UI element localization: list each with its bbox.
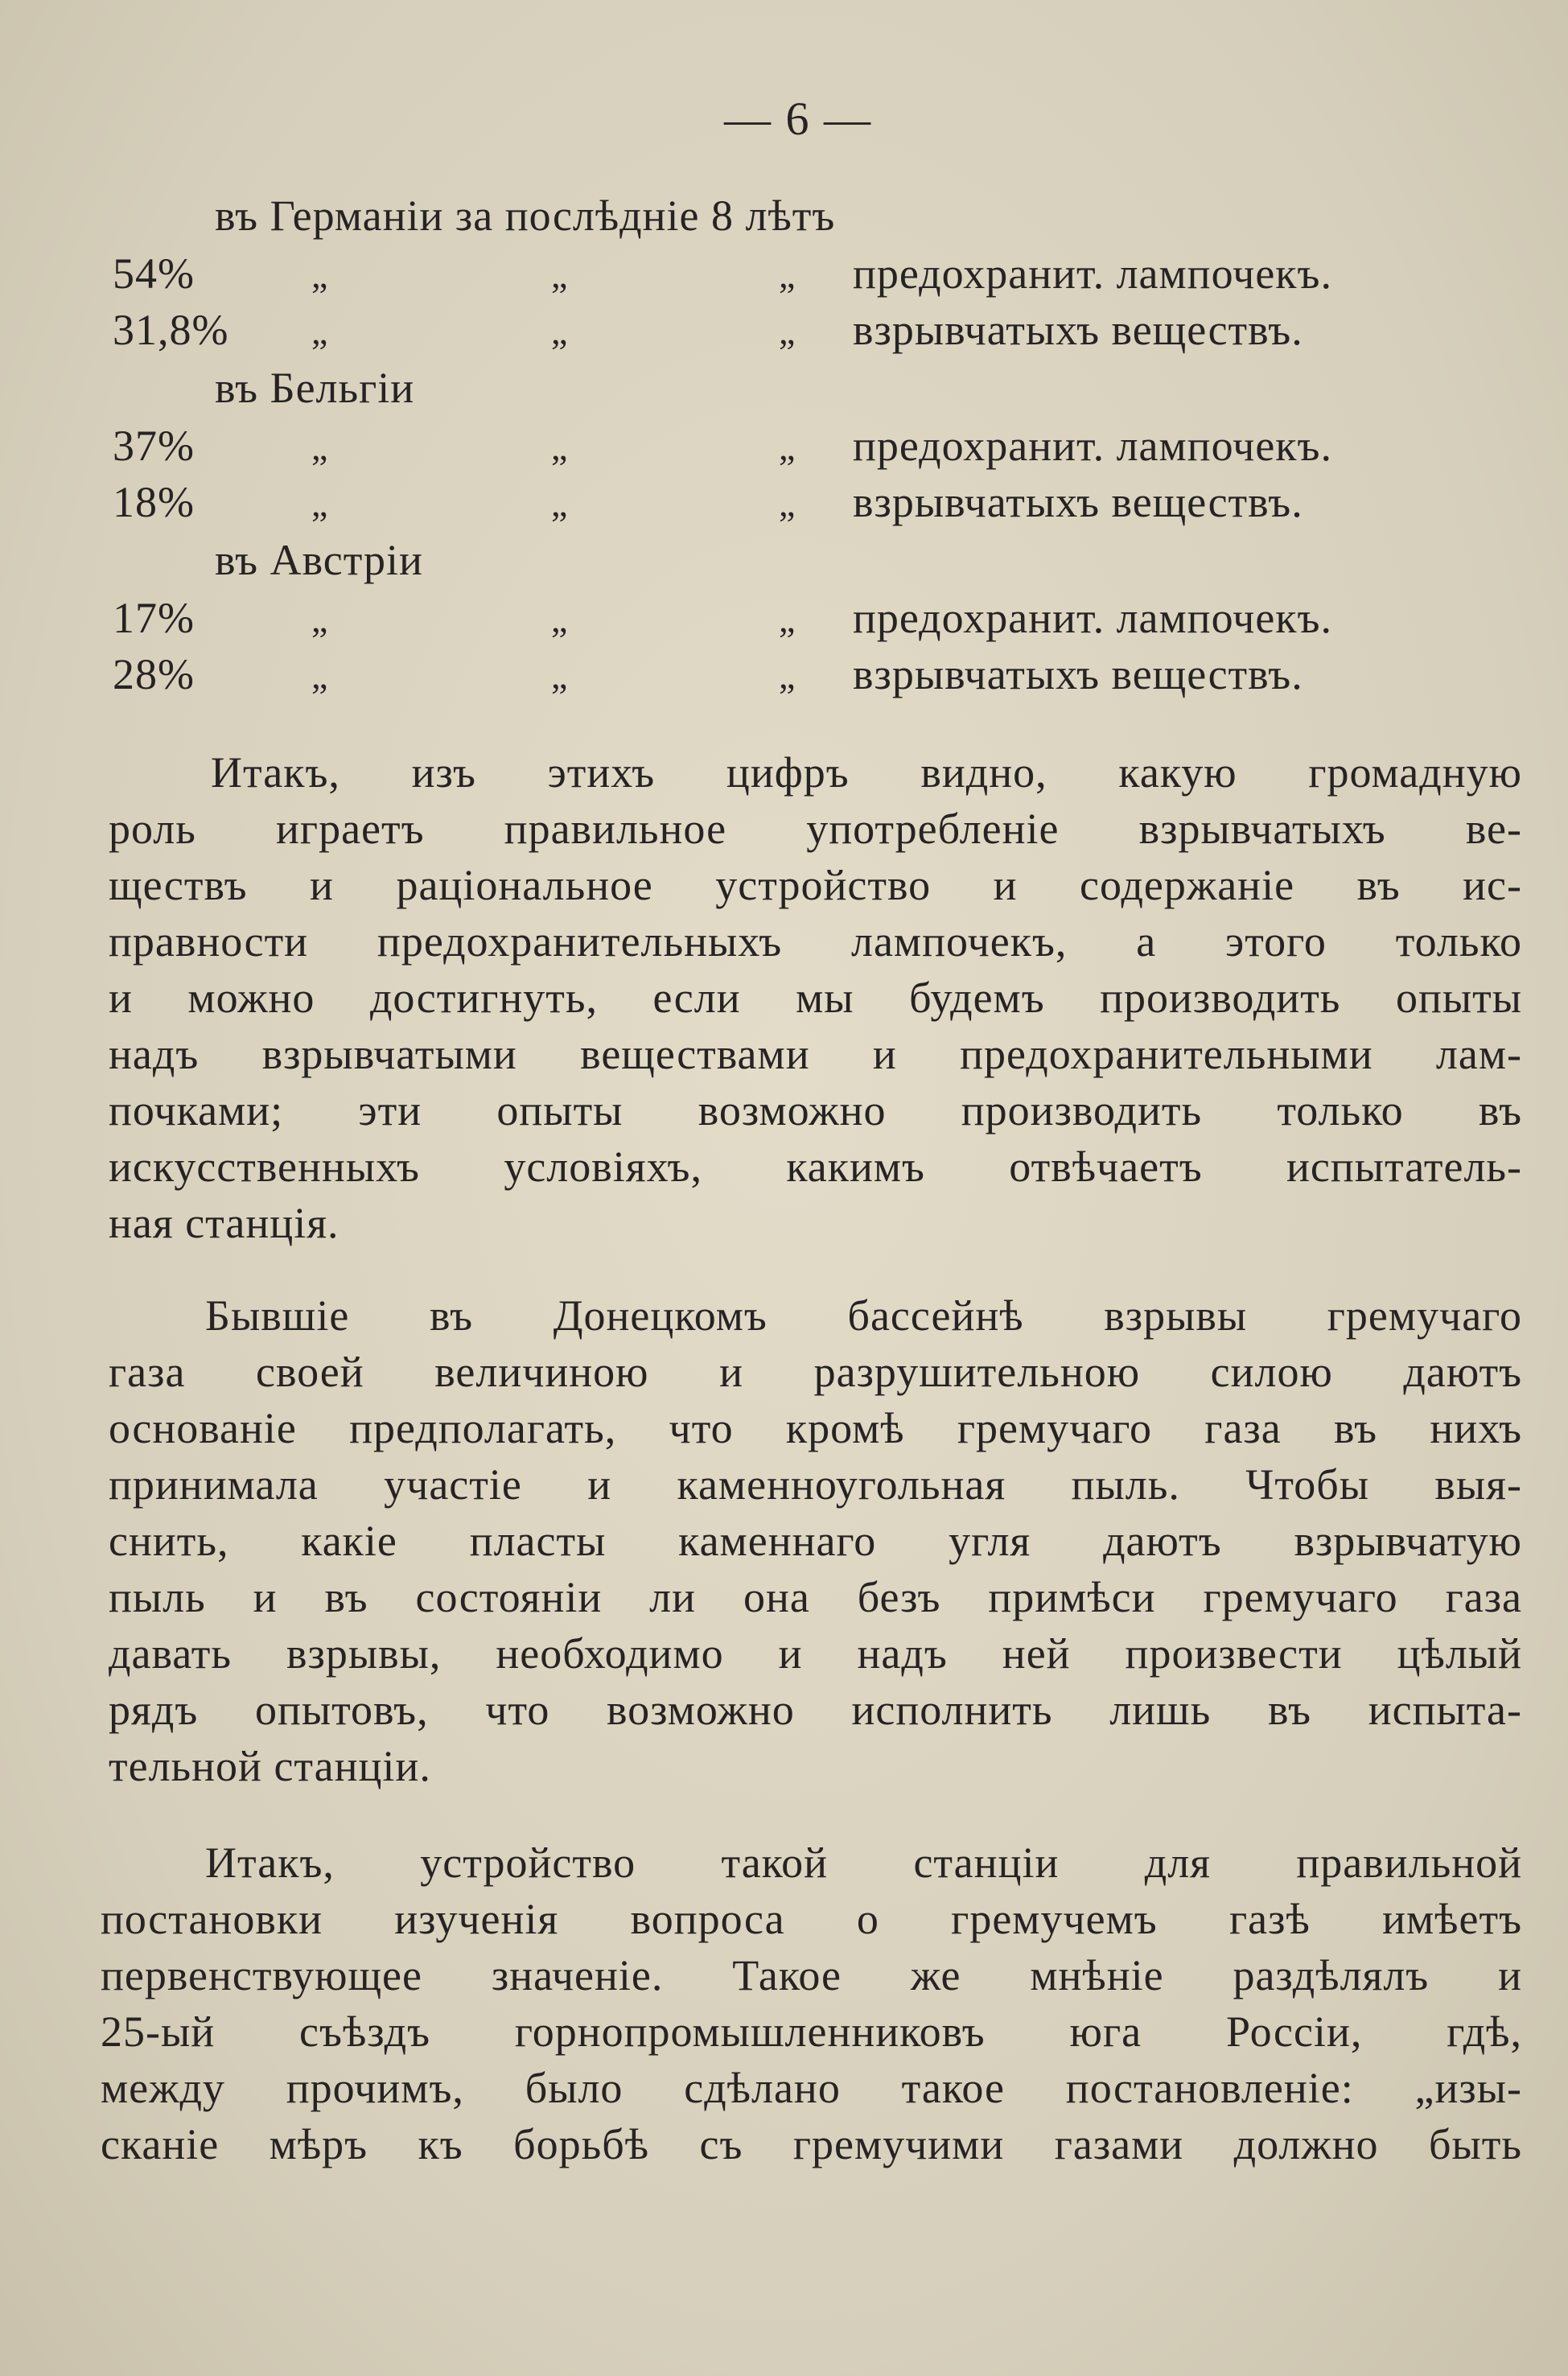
ditto-mark: „ xyxy=(311,599,328,640)
text-line: давать взрывы, необходимо и надъ ней произвести цѣлый xyxy=(109,1629,1522,1678)
ditto-mark: „ xyxy=(779,599,796,640)
ditto-mark: „ xyxy=(779,483,796,524)
page-number: — 6 — xyxy=(724,93,872,145)
text-line: постановки изученія вопроса о гремучемъ газѣ имѣетъ xyxy=(101,1895,1522,1943)
text-line: ная станція. xyxy=(109,1199,340,1247)
ditto-mark: „ xyxy=(779,254,796,295)
row-description: предохранит. лампочекъ. xyxy=(853,249,1332,298)
text-line: основаніе предполагать, что кромѣ гремучаго газа въ нихъ xyxy=(109,1404,1522,1452)
text-line: правности предохранительныхъ лампочекъ, а этого только xyxy=(109,917,1522,966)
text-line: первенствующее значеніе. Такое же мнѣніе раздѣлялъ и xyxy=(101,1951,1522,1999)
ditto-mark: „ xyxy=(779,655,796,696)
ditto-mark: „ xyxy=(779,311,796,352)
text-line: Итакъ, устройство такой станціи для правильной xyxy=(205,1839,1522,1887)
ditto-mark: „ xyxy=(311,311,328,352)
text-line: газа своей величиною и разрушительною силою даютъ xyxy=(109,1348,1522,1396)
percent-value: 37% xyxy=(113,422,195,470)
ditto-mark: „ xyxy=(551,599,568,640)
text-line: 25-ый съѣздъ горнопромышленниковъ юга Россіи, гдѣ, xyxy=(101,2007,1522,2056)
text-line: сканіе мѣръ къ борьбѣ съ гремучими газами должно быть xyxy=(101,2120,1522,2168)
ditto-mark: „ xyxy=(311,655,328,696)
ditto-mark: „ xyxy=(551,254,568,295)
ditto-mark: „ xyxy=(551,311,568,352)
percent-value: 28% xyxy=(113,650,195,698)
country-heading: въ Бельгіи xyxy=(215,364,415,412)
text-line: роль играетъ правильное употребленіе взрывчатыхъ ве- xyxy=(109,805,1522,853)
text-line: надъ взрывчатыми веществами и предохранительными лам- xyxy=(109,1030,1522,1078)
row-description: взрывчатыхъ веществъ. xyxy=(853,478,1303,526)
percent-value: 54% xyxy=(113,249,195,298)
ditto-mark: „ xyxy=(311,483,328,524)
text-line: тельной станціи. xyxy=(109,1742,431,1790)
country-heading: въ Австріи xyxy=(215,536,423,584)
country-heading: въ Германіи за послѣдніе 8 лѣтъ xyxy=(215,191,836,240)
text-line: Бывшіе въ Донецкомъ бассейнѣ взрывы гремучаго xyxy=(205,1291,1522,1340)
text-line: ществъ и раціональное устройство и содержаніе въ ис- xyxy=(109,861,1522,909)
percent-value: 18% xyxy=(113,478,195,526)
text-line: и можно достигнуть, если мы будемъ производить опыты xyxy=(109,974,1522,1022)
ditto-mark: „ xyxy=(551,483,568,524)
text-line: между прочимъ, было сдѣлано такое постановленіе: „изы- xyxy=(101,2064,1522,2112)
text-line: искусственныхъ условіяхъ, какимъ отвѣчаетъ испытатель- xyxy=(109,1143,1522,1191)
text-line: рядъ опытовъ, что возможно исполнить лишь въ испыта- xyxy=(109,1686,1522,1734)
ditto-mark: „ xyxy=(551,426,568,467)
ditto-mark: „ xyxy=(311,254,328,295)
text-line: снить, какіе пласты каменнаго угля даютъ взрывчатую xyxy=(109,1517,1522,1565)
text-line: принимала участіе и каменноугольная пыль. Чтобы выя- xyxy=(109,1460,1522,1509)
row-description: взрывчатыхъ веществъ. xyxy=(853,306,1303,354)
text-line: почками; эти опыты возможно производить только въ xyxy=(109,1086,1522,1134)
ditto-mark: „ xyxy=(551,655,568,696)
text-line: Итакъ, изъ этихъ цифръ видно, какую громадную xyxy=(211,748,1522,797)
ditto-mark: „ xyxy=(311,426,328,467)
percent-value: 31,8% xyxy=(113,306,229,354)
row-description: предохранит. лампочекъ. xyxy=(853,422,1332,470)
ditto-mark: „ xyxy=(779,426,796,467)
row-description: предохранит. лампочекъ. xyxy=(853,594,1332,642)
row-description: взрывчатыхъ веществъ. xyxy=(853,650,1303,698)
percent-value: 17% xyxy=(113,594,195,642)
text-line: пыль и въ состояніи ли она безъ примѣси гремучаго газа xyxy=(109,1573,1522,1621)
